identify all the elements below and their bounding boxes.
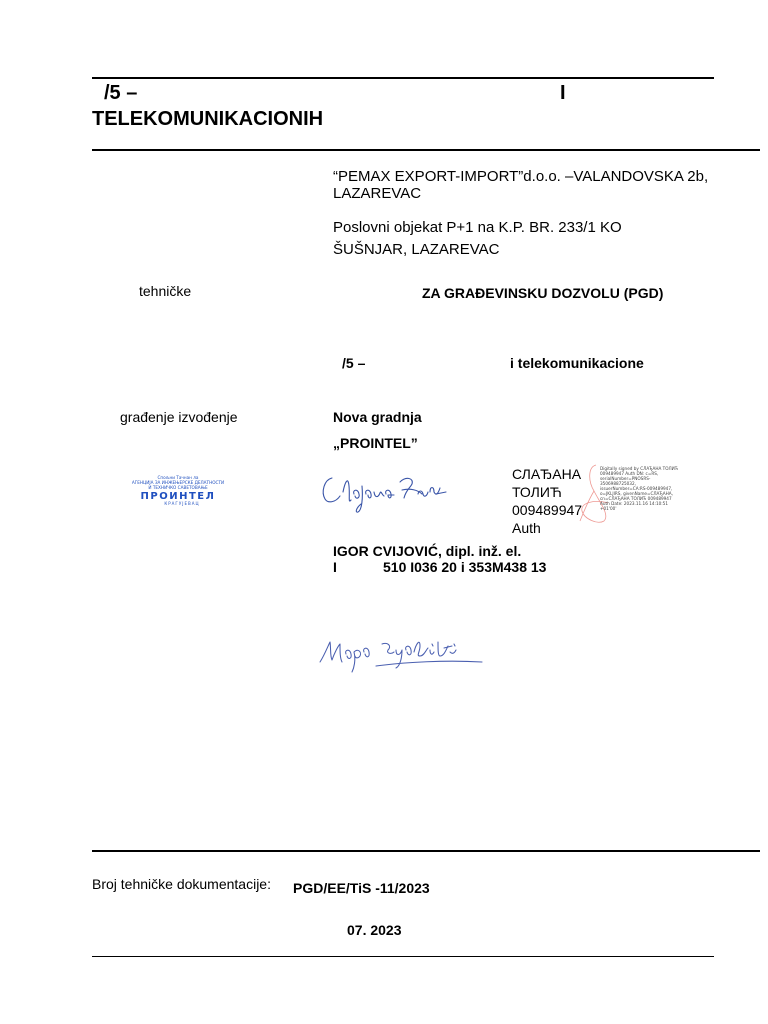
handwritten-signature-1 — [318, 468, 452, 518]
object-line1: Poslovni objekat P+1 na K.P. BR. 233/1 KO — [333, 219, 622, 236]
signer-line1: СЛАЂАНА — [512, 466, 582, 482]
stamp-text-line1: Спољни Тачнан ла — [157, 475, 199, 480]
doc-number-value: PGD/EE/TiS -11/2023 — [293, 880, 430, 896]
doc-number-label: Broj tehničke dokumentacije: — [92, 876, 271, 892]
signer-line4: Auth — [512, 520, 541, 536]
stamp-text-line2: АГЕНЦИЈА ЗА ИНЖЕЊЕРСКЕ ДЕЛАТНОСТИ — [131, 480, 225, 485]
investor-line2: LAZAREVAC — [333, 185, 422, 202]
signer-line2: ТОЛИЋ — [512, 484, 562, 500]
engineer-license-prefix: I — [333, 559, 337, 575]
header-line1-right: I — [560, 82, 566, 104]
footer-top-rule — [92, 850, 760, 852]
stamp-brand: ПРОИНТЕЛ — [140, 491, 216, 502]
stamp-text-line3: И ТЕХНИЧКО САВЕТОВАЊЕ — [148, 485, 208, 490]
investor-line1: “PEMAX EXPORT-IMPORT”d.o.o. –VALANDOVSKA 2b, — [333, 168, 709, 185]
digital-signature-note: Digitally signed by СЛАЂАНА ТОЛИЋ 009489947 Auth DN: c=RS, serialNumber=PNOSRS-3506988725032, issuerNumber=CA:RS-009489947, o=JKLJIRS, givenName=СЛАЂАНА, cn=СЛАЂАНА ТОЛИЋ 009489947 Auth Date: 2023.11.16 14:10:51 +01'00' — [600, 466, 679, 511]
header-title: TELEKOMUNIKACIONIH — [92, 108, 324, 130]
object-line2: ŠUŠNJAR, LAZAREVAC — [333, 241, 500, 258]
footer-bottom-rule — [92, 956, 714, 957]
signer-line3: 009489947 — [512, 502, 583, 518]
company-stamp-logo — [128, 474, 228, 508]
header-line1-left: /5 – — [104, 82, 138, 104]
doc-type-label: tehničke — [139, 283, 192, 299]
doc-type-value: ZA GRAĐEVINSKU DOZVOLU (PGD) — [422, 285, 664, 301]
stamp-city: КРАГУЈЕВАЦ — [164, 501, 200, 506]
project-part-right: i telekomunikacione — [510, 355, 644, 371]
construction-value: Nova gradnja — [333, 409, 422, 425]
top-rule — [92, 77, 714, 79]
header-bottom-rule — [92, 149, 760, 151]
doc-date: 07. 2023 — [347, 922, 402, 938]
engineer-license: 510 I036 20 i 353M438 13 — [383, 559, 547, 575]
company-name: „PROINTEL” — [333, 435, 418, 451]
handwritten-signature-2 — [316, 632, 486, 674]
project-part-left: /5 – — [342, 355, 366, 371]
engineer-name: IGOR CVIJOVIĆ, dipl. inž. el. — [333, 543, 522, 559]
construction-label: građenje izvođenje — [120, 409, 238, 425]
